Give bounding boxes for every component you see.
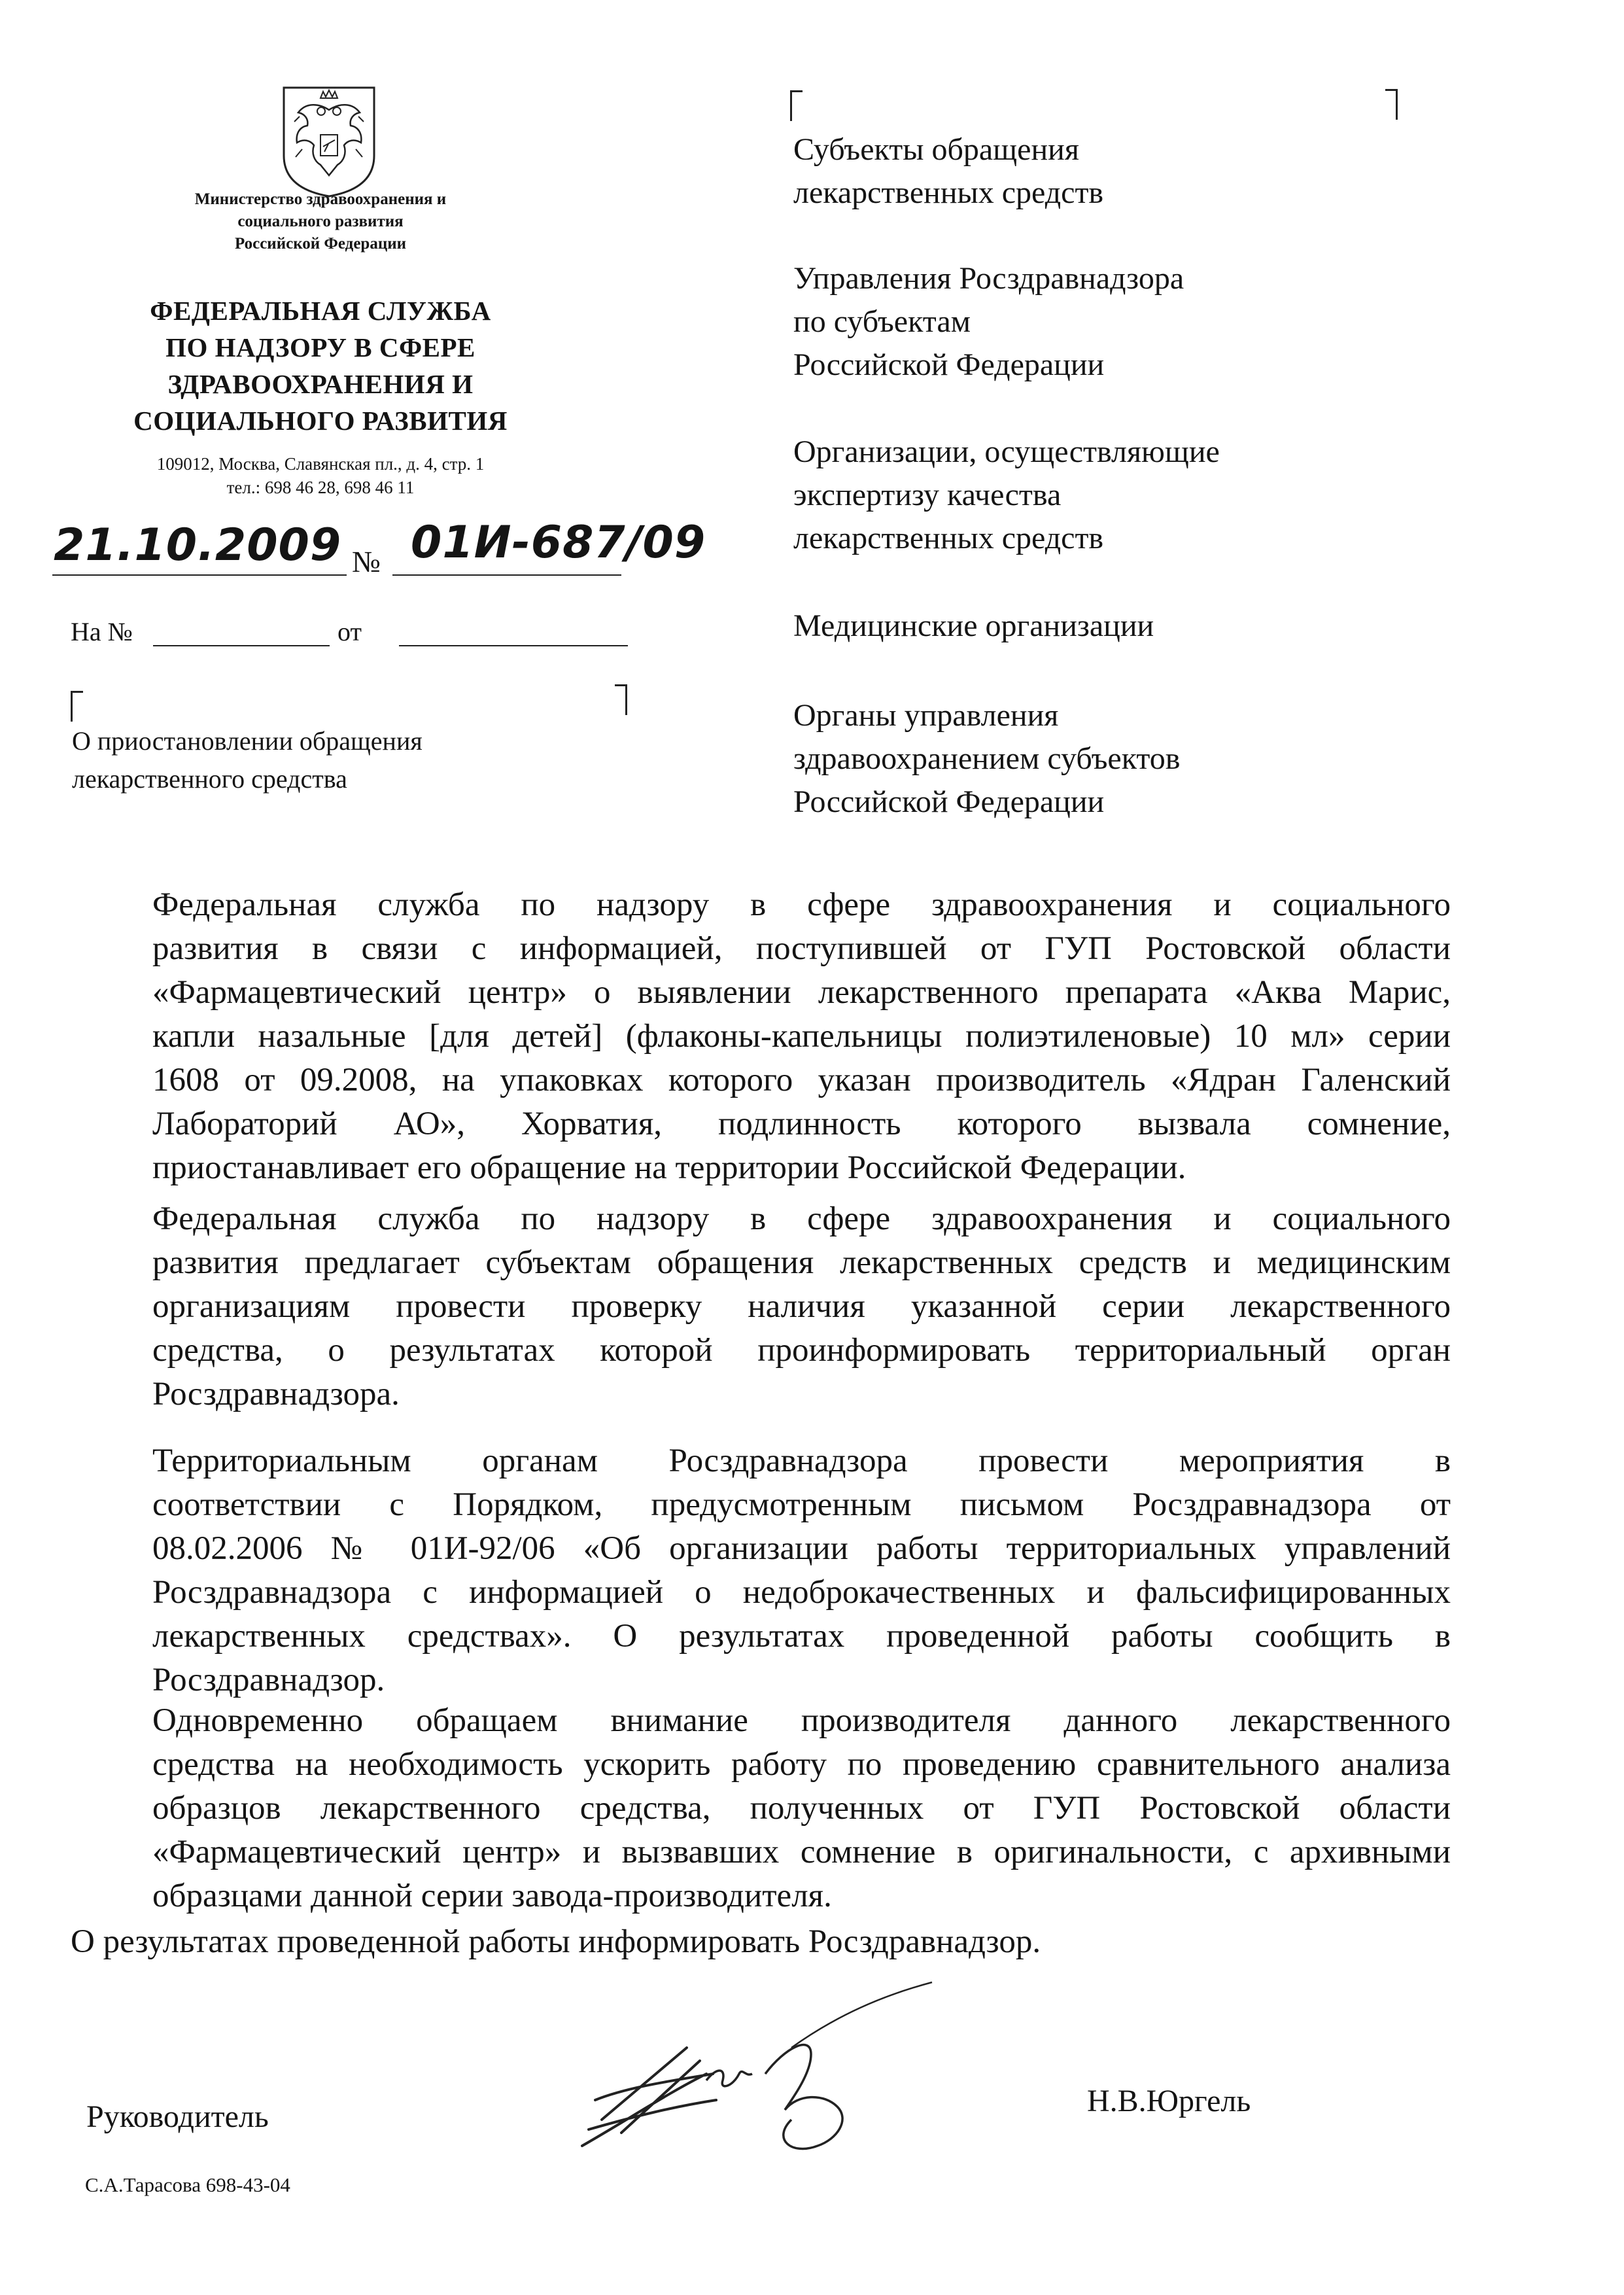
service-name-line-1: ФЕДЕРАЛЬНАЯ СЛУЖБА xyxy=(150,296,491,326)
signatory-position: Руководитель xyxy=(86,2099,269,2134)
recipient-5-line-3: Российской Федерации xyxy=(793,784,1105,819)
ministry-name-line-1: Министерство здравоохранения и xyxy=(194,190,447,208)
recipients-bracket-left xyxy=(790,90,803,121)
body-paragraph-5 xyxy=(71,1920,1451,1964)
reference-from-label: от xyxy=(337,617,362,646)
body-line: Федеральная служба по надзору в сфере здравоохранения и социального xyxy=(152,1200,1451,1237)
body-paragraph-3 xyxy=(71,1439,1451,1702)
recipient-3-line-3: лекарственных средств xyxy=(793,521,1104,555)
executor-contact: С.А.Тарасова 698-43-04 xyxy=(85,2173,290,2196)
body-line: капли назальные [для детей] (флаконы-капельницы полиэтиленовые) 10 мл» серии xyxy=(152,1018,1451,1055)
ministry-name-line-3: Российской Федерации xyxy=(234,235,407,253)
registration-number: 01И-687/09 xyxy=(411,517,706,569)
reference-number-label: На № xyxy=(71,617,133,646)
recipient-5-line-1: Органы управления xyxy=(793,698,1059,733)
recipient-3-line-2: экспертизу качества xyxy=(793,478,1062,512)
ministry-name-line-2: социального развития xyxy=(237,213,404,230)
subject-line-2: лекарственного средства xyxy=(72,764,347,794)
phone-line: тел.: 698 46 28, 698 46 11 xyxy=(226,478,415,497)
body-line: Росздравнадзора. xyxy=(152,1376,400,1412)
body-line: О результатах проведенной работы информировать Росздравнадзор. xyxy=(71,1923,1041,1960)
subject-bracket-right xyxy=(615,684,627,715)
recipients-bracket-right xyxy=(1385,89,1398,120)
body-line: организациям провести проверку наличия указанной серии лекарственного xyxy=(152,1288,1451,1325)
body-line: «Фармацевтический центр» о выявлении лекарственного препарата «Аква Марис, xyxy=(152,974,1451,1011)
body-line: Росздравнадзора с информацией о недоброкачественных и фальсифицированных xyxy=(152,1574,1451,1611)
recipient-2-line-1: Управления Росздравнадзора xyxy=(793,261,1184,296)
body-line: развития в связи с информацией, поступившей от ГУП Ростовской области xyxy=(152,930,1451,967)
body-paragraph-2 xyxy=(71,1197,1451,1416)
recipient-2-line-2: по субъектам xyxy=(793,304,971,339)
service-name-line-4: СОЦИАЛЬНОГО РАЗВИТИЯ xyxy=(133,406,508,436)
body-line: Одновременно обращаем внимание производителя данного лекарственного xyxy=(152,1702,1451,1739)
body-line: развития предлагает субъектам обращения лекарственных средств и медицинским xyxy=(152,1244,1451,1281)
reference-number-blank xyxy=(153,645,330,646)
body-line: Лабораторий АО», Хорватия, подлинность которого вызвала сомнение, xyxy=(152,1106,1451,1142)
date-underline xyxy=(52,574,347,576)
handwritten-signature xyxy=(576,1969,942,2165)
body-line: средства на необходимость ускорить работу по проведению сравнительного анализа xyxy=(152,1746,1451,1783)
body-line: Федеральная служба по надзору в сфере здравоохранения и социального xyxy=(152,886,1451,923)
reference-date-blank xyxy=(399,645,628,646)
registration-date: 21.10.2009 xyxy=(54,519,342,571)
service-name-line-2: ПО НАДЗОРУ В СФЕРЕ xyxy=(165,332,475,362)
number-sign: № xyxy=(352,545,381,578)
signatory-name: Н.В.Юргель xyxy=(1087,2084,1251,2118)
number-underline xyxy=(392,574,621,576)
recipient-3-line-1: Организации, осуществляющие xyxy=(793,434,1220,469)
body-line: 08.02.2006 № 01И-92/06 «Об организации работы территориальных управлений xyxy=(152,1530,1451,1567)
body-paragraph-1 xyxy=(71,883,1451,1190)
body-line: соответствии с Порядком, предусмотренным письмом Росздравнадзора от xyxy=(152,1486,1451,1523)
body-line: образцов лекарственного средства, полученных от ГУП Ростовской области xyxy=(152,1790,1451,1827)
recipient-2-line-3: Российской Федерации xyxy=(793,347,1105,382)
coat-of-arms-emblem xyxy=(280,84,378,198)
body-paragraph-4 xyxy=(71,1699,1451,1918)
body-line: «Фармацевтический центр» и вызвавших сомнение в оригинальности, с архивными xyxy=(152,1834,1451,1870)
body-line: 1608 от 09.2008, на упаковках которого указан производитель «Ядран Галенский xyxy=(152,1062,1451,1098)
subject-bracket-left xyxy=(71,691,83,722)
service-name-line-3: ЗДРАВООХРАНЕНИЯ И xyxy=(167,369,474,399)
body-line: образцами данной серии завода-производителя. xyxy=(152,1878,832,1914)
recipient-1-line-2: лекарственных средств xyxy=(793,175,1104,210)
body-line: лекарственных средствах». О результатах проведенной работы сообщить в xyxy=(152,1618,1451,1655)
recipient-1-line-1: Субъекты обращения xyxy=(793,132,1079,167)
body-line: средства, о результатах которой проинформировать территориальный орган xyxy=(152,1332,1451,1369)
recipient-5-line-2: здравоохранением субъектов xyxy=(793,741,1181,776)
body-line: приостанавливает его обращение на территории Российской Федерации. xyxy=(152,1149,1186,1186)
body-line: Территориальным органам Росздравнадзора провести мероприятия в xyxy=(152,1443,1451,1479)
subject-line-1: О приостановлении обращения xyxy=(72,726,423,756)
address-line: 109012, Москва, Славянская пл., д. 4, стр. 1 xyxy=(156,454,485,474)
body-line: Росздравнадзор. xyxy=(152,1662,385,1698)
recipient-4-line-1: Медицинские организации xyxy=(793,608,1154,643)
